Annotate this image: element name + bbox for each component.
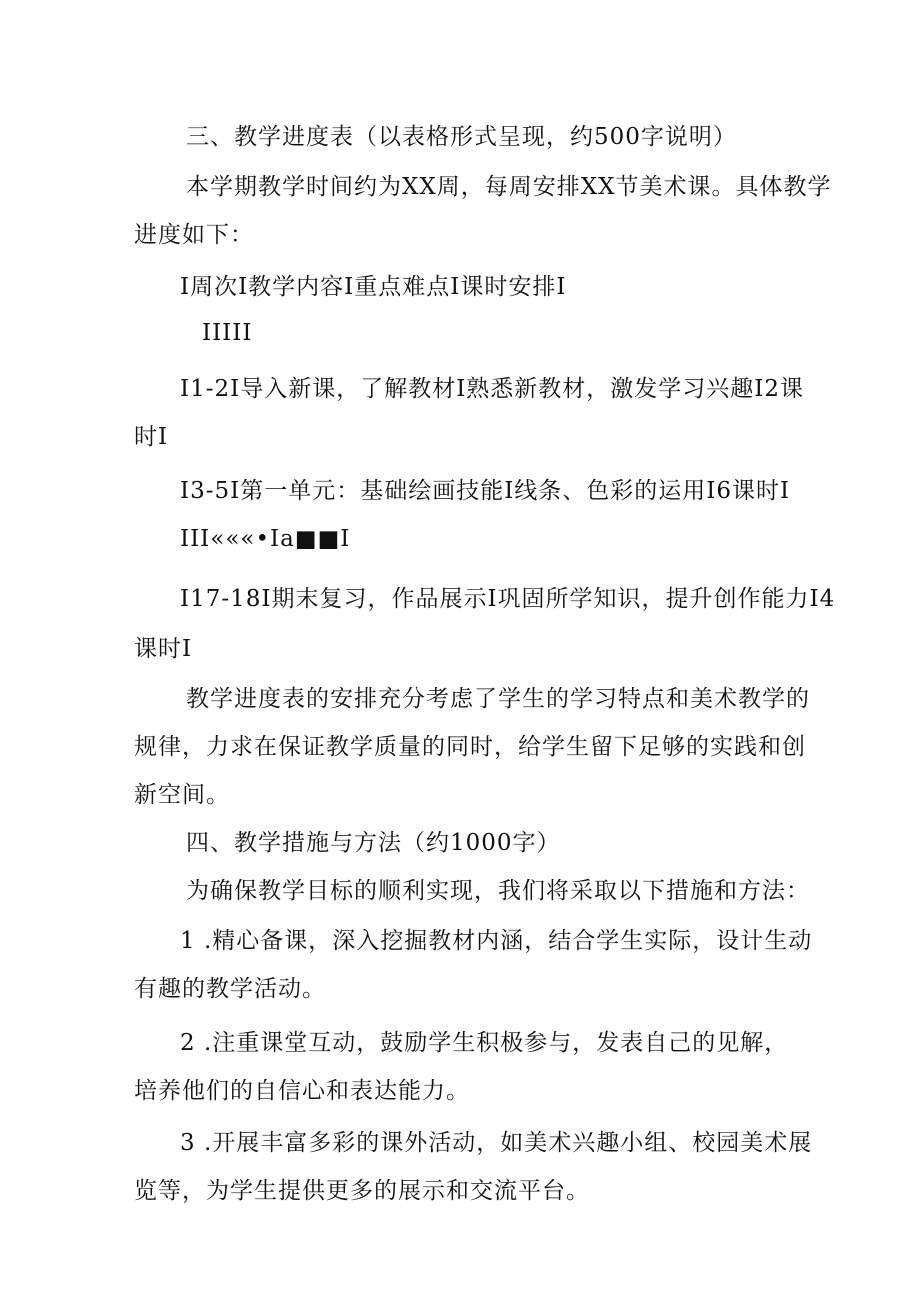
paragraph-line: 为确保教学目标的顺利实现，我们将采取以下措施和方法： [186,878,810,904]
list-item-3: 3 .开展丰富多彩的课外活动，如美术兴趣小组、校园美术展 [180,1130,813,1156]
list-item-1: 1 .精心备课，深入挖掘教材内涵，结合学生实际，设计生动 [180,928,813,954]
list-item-2-continuation: 培养他们的自信心和表达能力。 [134,1078,470,1104]
table-row-continuation: 课时I [134,636,193,662]
list-item-2: 2 .注重课堂互动，鼓励学生积极参与，发表自己的见解， [180,1030,789,1056]
table-header-row: I周次I教学内容I重点难点I课时安排I [180,274,567,300]
table-row-continuation: 时I [134,424,169,450]
table-row-garbled: III«««•Ia■■I [180,526,351,552]
table-row: I1-2I导入新课，了解教材I熟悉新教材，激发学习兴趣I2课 [180,376,805,402]
table-row: I3-5I第一单元：基础绘画技能I线条、色彩的运用I6课时I [180,478,791,504]
section-heading-3: 三、教学进度表（以表格形式呈现，约500字说明） [186,124,737,150]
paragraph-line: 新空间。 [134,782,230,808]
table-separator-row: IIIII [202,320,253,346]
paragraph-line: 本学期教学时间约为XX周，每周安排XX节美术课。具体教学 [186,174,832,200]
list-item-3-continuation: 览等，为学生提供更多的展示和交流平台。 [134,1178,590,1204]
paragraph-line: 教学进度表的安排充分考虑了学生的学习特点和美术教学的 [186,686,810,712]
list-item-1-continuation: 有趣的教学活动。 [134,976,326,1002]
table-row: I17-18I期末复习，作品展示I巩固所学知识，提升创作能力I4 [180,586,836,612]
section-heading-4: 四、教学措施与方法（约1000字） [186,830,561,856]
paragraph-line: 进度如下： [134,222,254,248]
paragraph-line: 规律，力求在保证教学质量的同时，给学生留下足够的实践和创 [134,734,806,760]
